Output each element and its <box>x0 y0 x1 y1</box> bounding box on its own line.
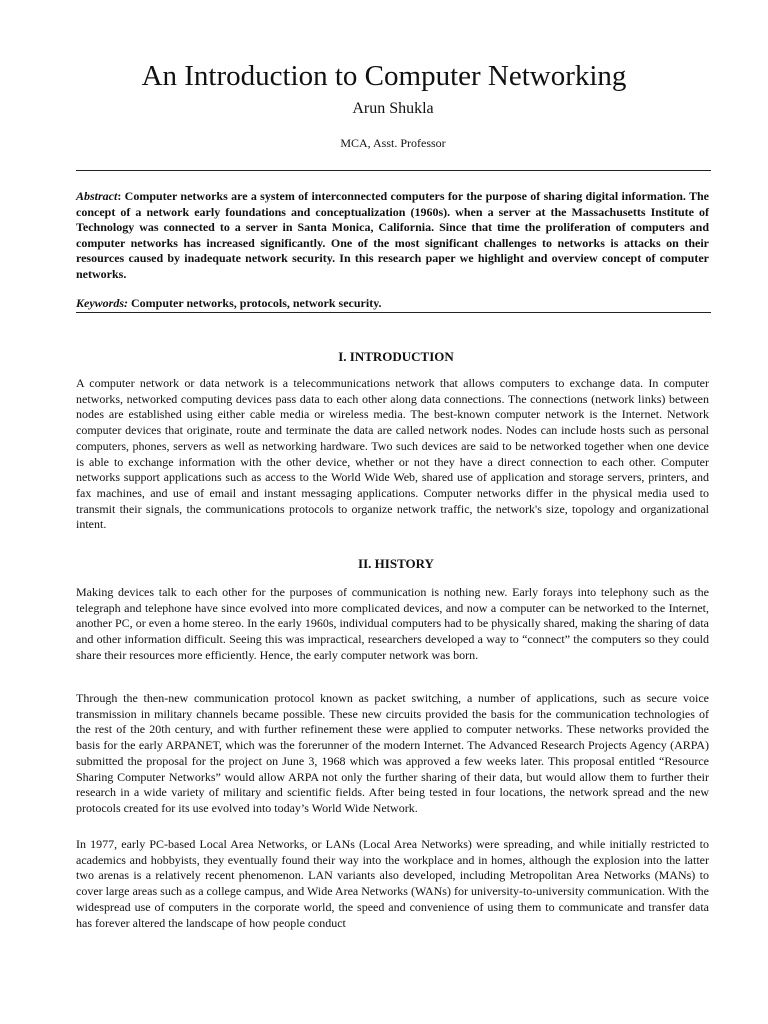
history-paragraph-2: Through the then-new communication protocol known as packet switching, a number of applications, such as secure voice transmission in military channels became possible. These new circuits provided the basis for the communication technologies of the rest of the 20th century, and with further refinement these were applied to computer networks. These networks provided the basis for the early ARPANET, which was the forerunner of the modern Internet. The Advanced Research Projects Agency (ARPA) submitted the proposal for the project on June 3, 1968 which was approved a few weeks later. This proposal entitled “Resource Sharing Computer Networks” would allow ARPA not only the further sharing of their data, but would allow them to further their research in a wide variety of military and scientific fields. After being tested in four locations, the network spread and the new protocols created for its use evolved into today’s World Wide Network. <box>76 691 709 815</box>
abstract <box>76 189 709 283</box>
abstract-label: Abstract <box>76 189 118 203</box>
author-affiliation: MCA, Asst. Professor <box>340 136 446 150</box>
keywords-text: Computer networks, protocols, network security. <box>128 296 382 310</box>
section-heading-history: II. HISTORY <box>358 556 434 571</box>
history-paragraph-3: In 1977, early PC-based Local Area Networks, or LANs (Local Area Networks) were spreading, and while initially restricted to academics and hobbyists, they eventually found their way into the workplace and in homes, although the explosion into the latter two arenas is a relatively recent phenomenon. LAN variants also developed, including Metropolitan Area Networks (MANs) to cover large areas such as a college campus, and Wide Area Networks (WANs) for university-to-university communication. With the widespread use of computers in the corporate world, the speed and convenience of using them to communicate and transfer data has forever altered the landscape of how people conduct <box>76 837 709 930</box>
introduction-paragraph: A computer network or data network is a telecommunications network that allows computers to exchange data. In computer networks, networked computing devices pass data to each other along data connections. The connections (network links) between nodes are established using either cable media or wireless media. The best-known computer network is the Internet. Network computer devices that originate, route and terminate the data are called network nodes. Nodes can include hosts such as personal computers, phones, servers as well as networking hardware. Two such devices are said to be networked together when one device is able to exchange information with the other device, whether or not they have a direct connection to each other. Computer networks support applications such as access to the World Wide Web, shared use of application and storage servers, printers, and fax machines, and use of email and instant messaging applications. Computer networks differ in the physical media used to transmit their signals, the communications protocols to organize network traffic, the network's size, topology and organizational intent. <box>76 376 709 532</box>
keywords-label: Keywords: <box>76 296 128 310</box>
abstract-text: Computer networks are a system of interconnected computers for the purpose of sharing digital information. The concept of a network early foundations and conceptualization (1960s). when a server at the Massachusetts Institute of Technology was connected to a server in Santa Monica, California. Since that time the proliferation of computers and computer networks has increased significantly. One of the most significant challenges to networks is attacks on their resources caused by inadequate network security. In this research paper we highlight and overview concept of computer networks. <box>76 189 709 281</box>
top-divider <box>76 170 711 171</box>
section-heading-introduction: I. INTRODUCTION <box>338 349 454 364</box>
author-name: Arun Shukla <box>352 100 434 117</box>
paper-title: An Introduction to Computer Networking <box>141 60 627 92</box>
history-paragraph-1: Making devices talk to each other for the purposes of communication is nothing new. Early forays into telephony such as the telegraph and telephone have since evolved into more complicated devices, and now a computer can be networked to the Internet, another PC, or even a home stereo. In the early 1960s, individual computers had to be physically shared, making the sharing of data and other information difficult. Seeing this was impractical, researchers developed a way to “connect” the computers so they could share their resources more efficiently. Hence, the early computer network was born. <box>76 585 709 662</box>
keywords <box>76 295 709 311</box>
abstract-separator: : <box>117 189 122 203</box>
bottom-divider <box>76 312 711 313</box>
